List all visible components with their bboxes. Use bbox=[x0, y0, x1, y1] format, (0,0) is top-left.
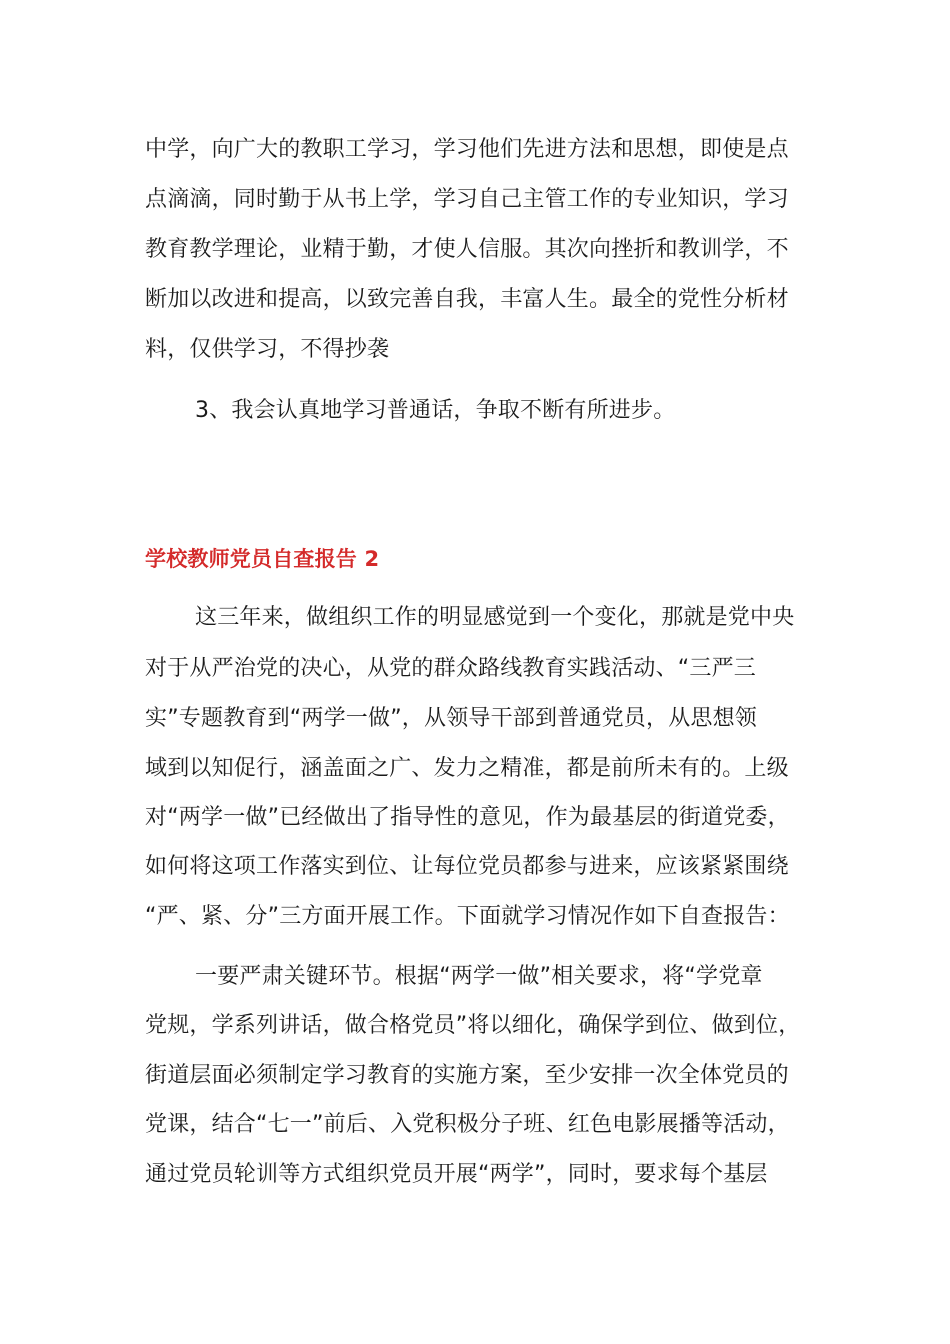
paragraph-line: “严、紧、分”三方面开展工作。下面就学习情况作如下自查报告： bbox=[145, 904, 790, 929]
paragraph-line: 这三年来，做组织工作的明显感觉到一个变化，那就是党中央 bbox=[195, 605, 795, 630]
paragraph-line: 域到以知促行，涵盖面之广、发力之精准，都是前所未有的。上级 bbox=[145, 756, 789, 781]
paragraph-line: 对于从严治党的决心，从党的群众路线教育实践活动、“三严三 bbox=[145, 656, 756, 681]
paragraph-line: 对“两学一做”已经做出了指导性的意见，作为最基层的街道党委， bbox=[145, 805, 790, 830]
section-heading: 学校教师党员自查报告 2 bbox=[145, 547, 380, 571]
paragraph-line: 教育教学理论，业精于勤，才使人信服。其次向挫折和教训学，不 bbox=[145, 237, 789, 262]
paragraph-line: 料，仅供学习，不得抄袭 bbox=[145, 337, 390, 362]
paragraph-line: 断加以改进和提高，以致完善自我，丰富人生。最全的党性分析材 bbox=[145, 287, 789, 312]
paragraph-line: 如何将这项工作落实到位、让每位党员都参与进来，应该紧紧围绕 bbox=[145, 854, 789, 879]
paragraph-line: 中学，向广大的教职工学习，学习他们先进方法和思想，即使是点 bbox=[145, 137, 789, 162]
paragraph-line: 党课，结合“七一”前后、入党积极分子班、红色电影展播等活动， bbox=[145, 1112, 790, 1137]
list-item: 3、我会认真地学习普通话，争取不断有所进步。 bbox=[195, 398, 676, 423]
paragraph-line: 一要严肃关键环节。根据“两学一做”相关要求，将“学党章 bbox=[195, 964, 763, 989]
paragraph-line: 党规，学系列讲话，做合格党员”将以细化，确保学到位、做到位， bbox=[145, 1013, 801, 1038]
paragraph-line: 通过党员轮训等方式组织党员开展“两学”，同时，要求每个基层 bbox=[145, 1162, 768, 1187]
paragraph-line: 街道层面必须制定学习教育的实施方案，至少安排一次全体党员的 bbox=[145, 1063, 789, 1088]
paragraph-line: 实”专题教育到“两学一做”，从领导干部到普通党员，从思想领 bbox=[145, 706, 757, 731]
paragraph-line: 点滴滴，同时勤于从书上学，学习自己主管工作的专业知识，学习 bbox=[145, 187, 789, 212]
